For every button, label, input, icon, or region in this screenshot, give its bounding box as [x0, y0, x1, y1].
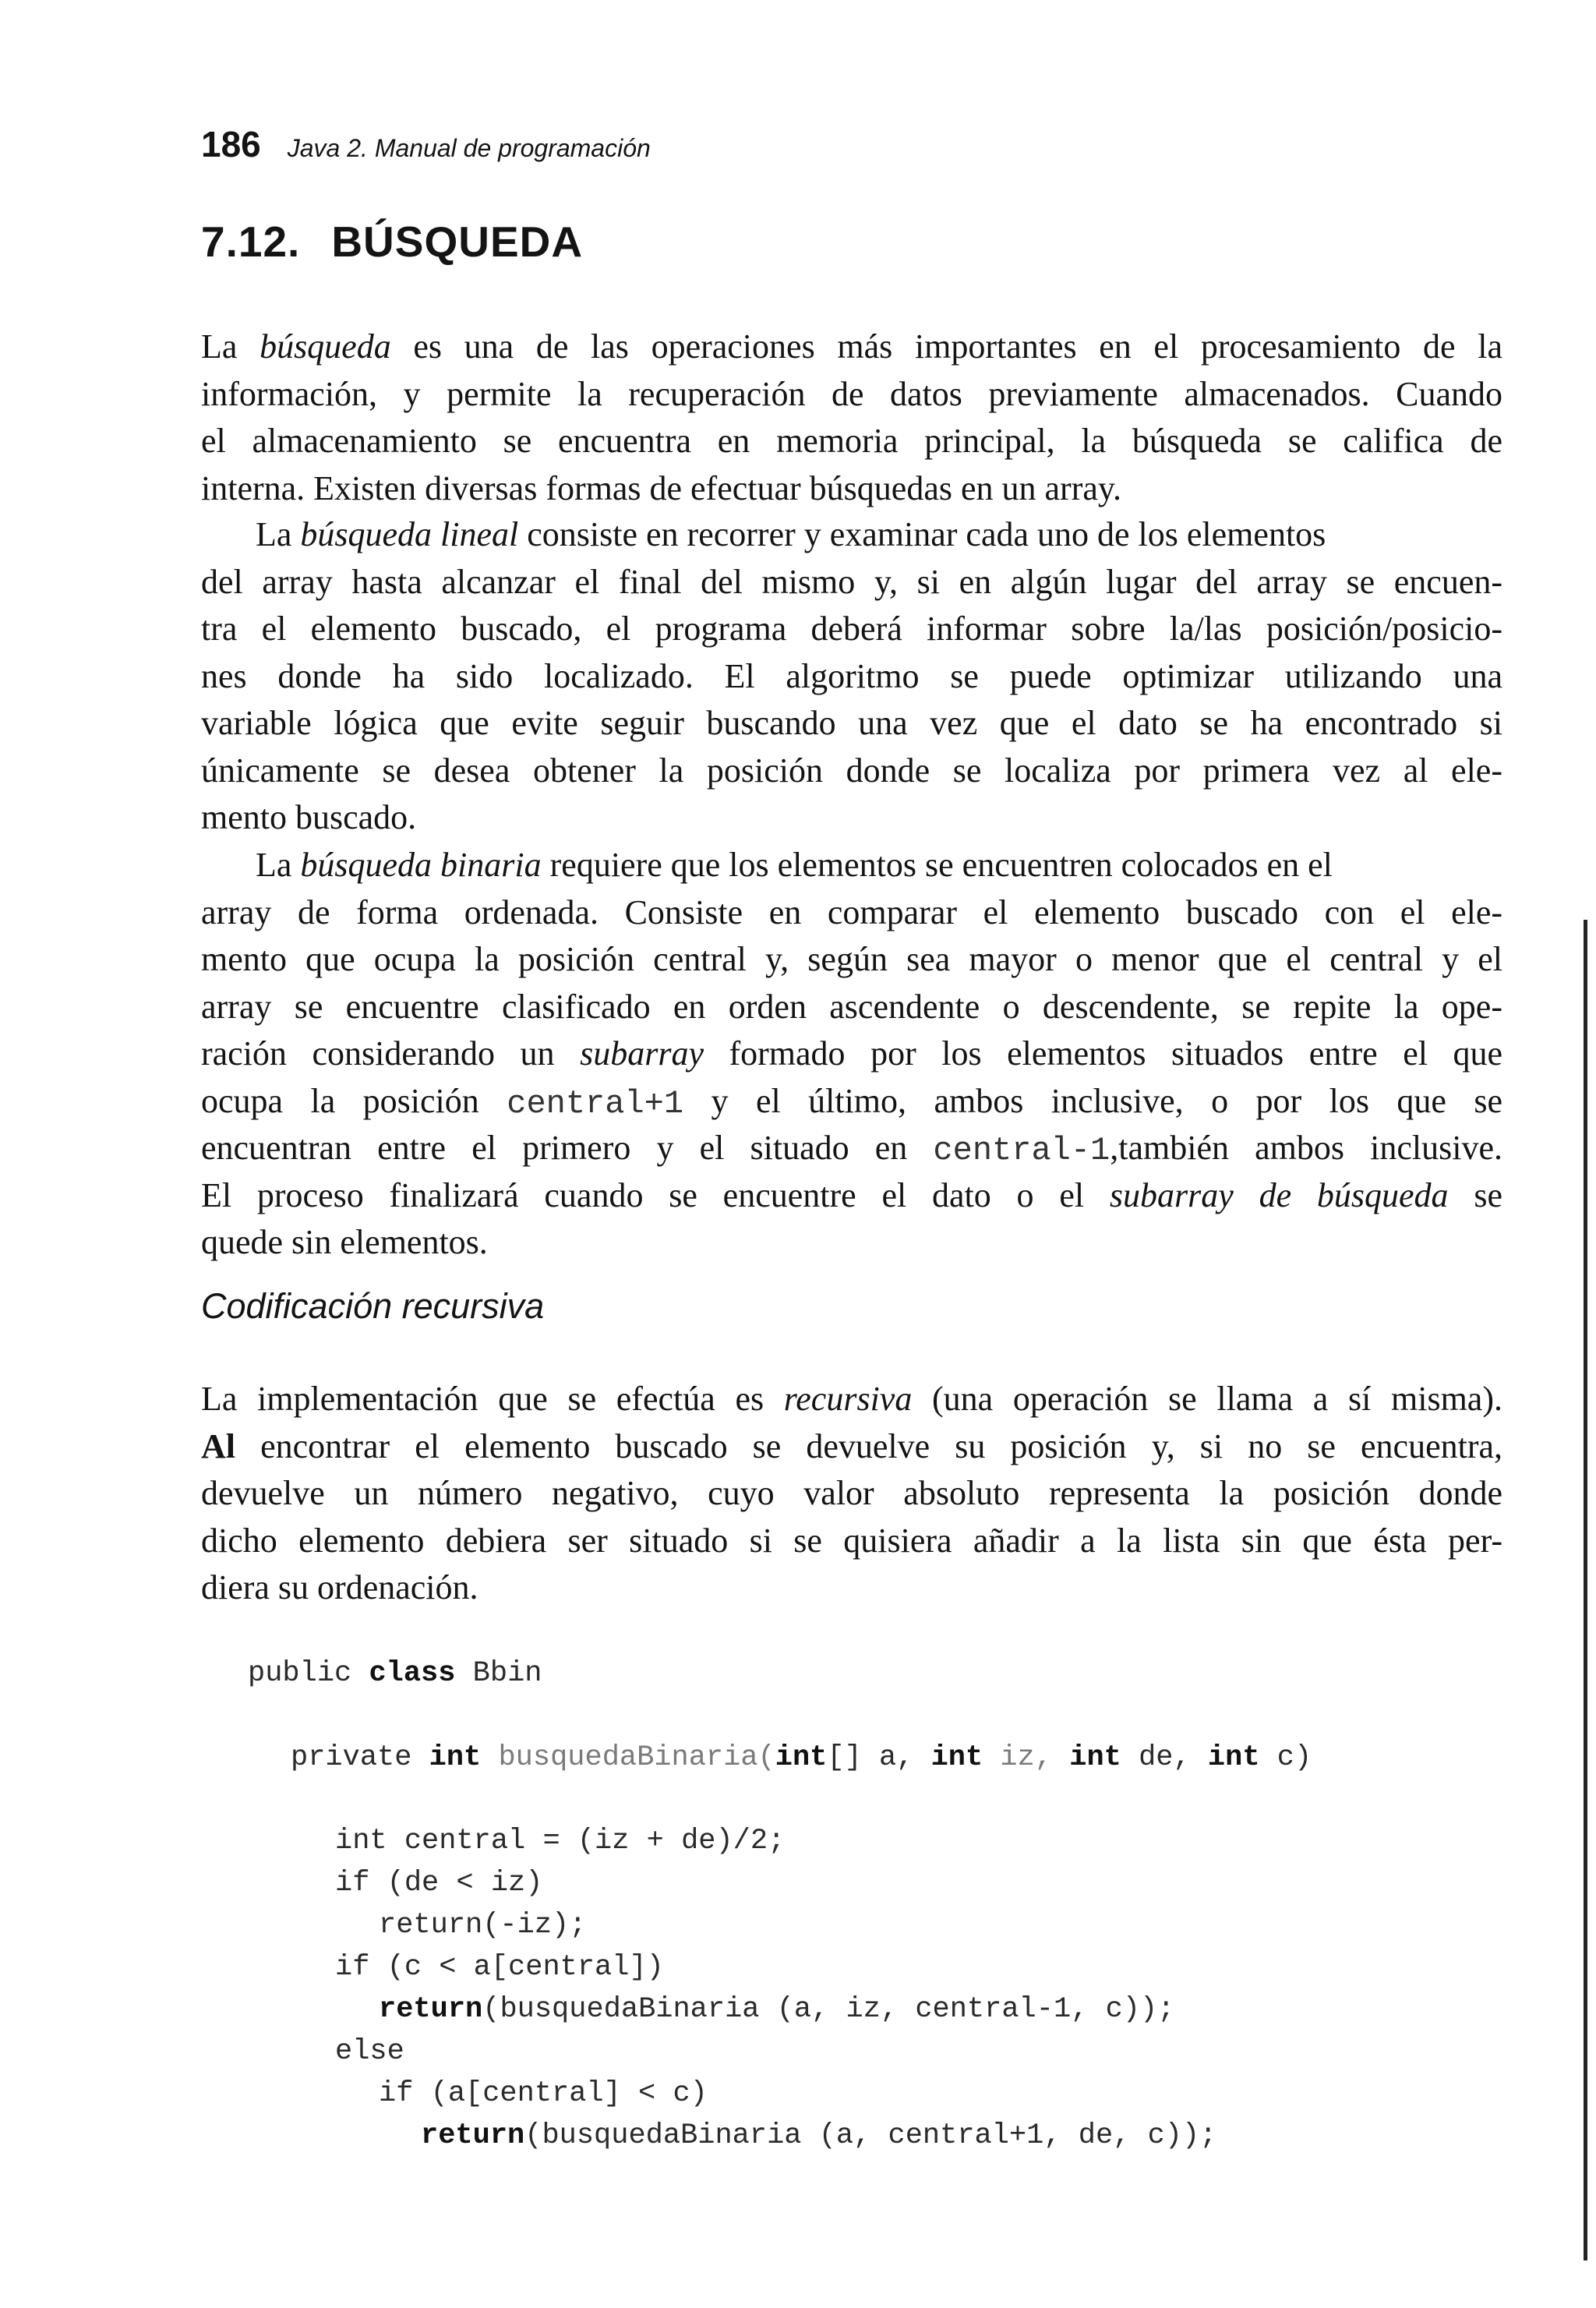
code-listing [248, 1652, 1312, 2152]
text-line: información, y permite la recuperación de datos previamente almacenados. Cuando [201, 374, 1502, 413]
text-line: tra el elemento buscado, el programa deberá informar sobre la/las posición/posicio- [201, 610, 1502, 648]
text-line: interna. Existen diversas formas de efectuar búsquedas en un array. [201, 468, 1122, 507]
code-line: int central = (iz + de)/2; [335, 1825, 786, 1857]
text-line: encuentran entre el primero y el situado en central-1,también ambos inclusive. [201, 1129, 1502, 1169]
code-line: if (a[central] < c) [379, 2077, 708, 2110]
text-line: quede sin elementos. [201, 1223, 488, 1261]
text-line: devuelve un número negativo, cuyo valor absoluto representa la posición donde [201, 1474, 1502, 1512]
text-line: nes donde ha sido localizado. El algoritmo se puede optimizar utilizando una [201, 656, 1502, 695]
text-line: La búsqueda es una de las operaciones más importantes en el procesamiento de la [201, 327, 1502, 366]
text-line: ración considerando un subarray formado por los elementos situados entre el que [201, 1034, 1502, 1073]
text-line: únicamente se desea obtener la posición donde se localiza por primera vez al ele- [201, 751, 1502, 790]
section-title: BÚSQUEDA [331, 217, 584, 266]
paragraph-intro [201, 323, 1502, 512]
text-line: La búsqueda binaria requiere que los elementos se encuentren colocados en el [256, 846, 1333, 884]
code-line: return(busquedaBinaria (a, central+1, de, c)); [421, 2119, 1217, 2152]
code-line: return(busquedaBinaria (a, iz, central-1, c)); [379, 1993, 1175, 2026]
page-number: 186 [201, 124, 261, 164]
text-line: array de forma ordenada. Consiste en comparar el elemento buscado con el ele- [201, 892, 1502, 931]
text-line: del array hasta alcanzar el final del mismo y, si en algún lugar del array se encuen- [201, 562, 1502, 601]
running-header [201, 123, 651, 170]
text-line: array se encuentre clasificado en orden ascendente o descendente, se repite la ope- [201, 987, 1502, 1026]
code-line: private int busquedaBinaria(int[] a, int iz, int de, int c) [291, 1741, 1312, 1774]
code-line: if (c < a[central]) [335, 1951, 664, 1984]
section-number: 7.12. [201, 217, 301, 266]
text-line: La implementación que se efectúa es recursiva (una operación se llama a sí misma). [201, 1380, 1502, 1418]
text-line: mento buscado. [201, 798, 417, 836]
paragraph-binary-search [201, 842, 1502, 1267]
section-heading [201, 217, 583, 267]
text-line: variable lógica que evite seguir buscando una vez que el dato se ha encontrado si [201, 704, 1502, 742]
text-line: ocupa la posición central+1 y el último, ambos inclusive, o por los que se [201, 1081, 1502, 1122]
code-line: public class Bbin [248, 1657, 542, 1690]
paragraph-linear-search [201, 511, 1502, 842]
book-title: Java 2. Manual de programación [287, 134, 651, 162]
subsection-heading: Codificación recursiva [201, 1286, 545, 1326]
text-line: dicho elemento debiera ser situado si se quisiera añadir a la lista sin que ésta per- [201, 1521, 1502, 1560]
text-line: Al encontrar el elemento buscado se devuelve su posición y, si no se encuentra, [201, 1426, 1502, 1465]
text-line: El proceso finalizará cuando se encuentre el dato o el subarray de búsqueda se [201, 1175, 1502, 1214]
text-line: diera su ordenación. [201, 1568, 478, 1606]
page-edge-shadow [1584, 920, 1587, 2260]
text-line: La búsqueda lineal consiste en recorrer y examinar cada uno de los elementos [256, 515, 1326, 553]
code-line: if (de < iz) [335, 1867, 543, 1900]
text-line: mento que ocupa la posición central y, según sea mayor o menor que el central y el [201, 940, 1502, 978]
paragraph-implementation [201, 1376, 1502, 1612]
code-line: return(-iz); [379, 1909, 587, 1942]
code-line: else [335, 2035, 404, 2068]
inline-code: central-1 [933, 1132, 1110, 1169]
inline-code: central+1 [507, 1084, 684, 1122]
text-line: el almacenamiento se encuentra en memoria principal, la búsqueda se califica de [201, 422, 1502, 460]
